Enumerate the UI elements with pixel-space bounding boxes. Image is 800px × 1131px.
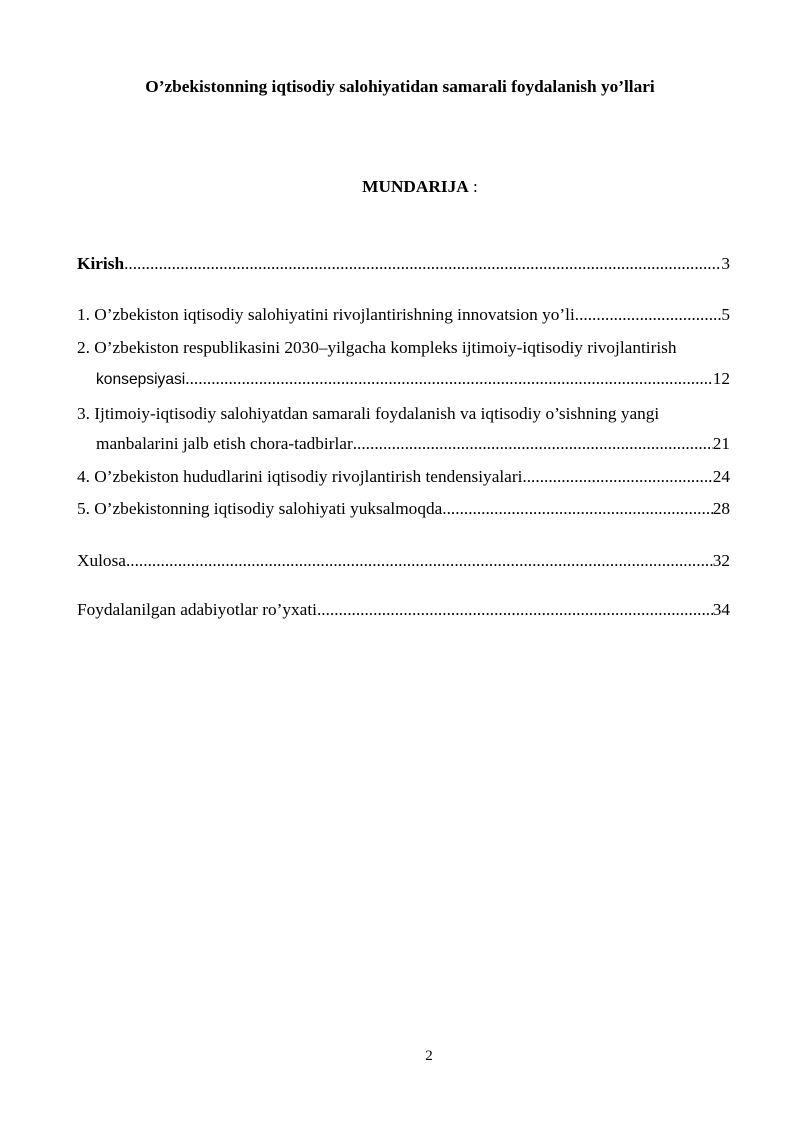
toc-entry-5[interactable] <box>77 497 730 521</box>
toc-entry-label: 4. O’zbekiston hududlarini iqtisodiy rivojlantirish tendensiyalari <box>77 467 523 486</box>
page-number: 2 <box>425 1048 433 1064</box>
toc-entry-3-line2[interactable] <box>96 432 730 456</box>
toc-entry-3-line1[interactable] <box>77 402 730 426</box>
toc-entry-page: 5 <box>721 305 730 324</box>
toc-heading-suffix: : <box>468 177 478 196</box>
toc-entry-page: 28 <box>712 499 730 518</box>
toc-entry-intro[interactable] <box>77 252 730 276</box>
toc-entry-2-line1[interactable] <box>77 336 730 360</box>
document-title: O’zbekistonning iqtisodiy salohiyatidan samarali foydalanish yo’llari <box>145 77 655 96</box>
toc-leader-dots <box>522 465 712 489</box>
toc-leader-dots <box>124 252 721 276</box>
toc-entry-conclusion[interactable] <box>77 549 730 573</box>
toc-entry-label: 5. O’zbekistonning iqtisodiy salohiyati yuksalmoqda <box>77 499 443 518</box>
toc-heading-text: MUNDARIJA <box>362 177 469 196</box>
toc-entry-2-line2[interactable] <box>96 367 730 392</box>
toc-entry-page: 3 <box>721 254 730 273</box>
toc-heading <box>0 176 800 198</box>
toc-entry-label: 2. O’zbekiston respublikasini 2030–yilgacha kompleks ijtimoiy-iqtisodiy rivojlantirish <box>77 338 677 357</box>
toc-entry-1[interactable] <box>77 303 730 327</box>
toc-leader-dots <box>185 367 712 391</box>
toc-entry-label: Xulosa <box>77 551 126 570</box>
toc-leader-dots <box>317 598 713 622</box>
toc-entry-label: Kirish <box>77 254 125 273</box>
toc-entry-page: 24 <box>712 467 730 486</box>
toc-leader-dots <box>126 549 713 573</box>
toc-entry-references[interactable] <box>77 598 730 622</box>
toc-entry-label: 3. Ijtimoiy-iqtisodiy salohiyatdan samarali foydalanish va iqtisodiy o’sishning yangi <box>77 404 660 423</box>
toc-leader-dots <box>353 432 713 456</box>
toc-entry-label: manbalarini jalb etish chora-tadbirlar <box>96 434 353 453</box>
toc-entry-page: 21 <box>712 434 730 453</box>
toc-entry-page: 12 <box>712 369 730 388</box>
toc-entry-label: konsepsiyasi <box>96 371 186 388</box>
toc-entry-label: Foydalanilgan adabiyotlar ro’yxati <box>77 600 317 619</box>
toc-leader-dots <box>575 303 722 327</box>
toc-entry-page: 32 <box>712 551 730 570</box>
toc-leader-dots <box>442 497 712 521</box>
toc-entry-page: 34 <box>712 600 730 619</box>
toc-entry-4[interactable] <box>77 465 730 489</box>
toc-entry-label: 1. O’zbekiston iqtisodiy salohiyatini rivojlantirishning innovatsion yo’li <box>77 305 575 324</box>
